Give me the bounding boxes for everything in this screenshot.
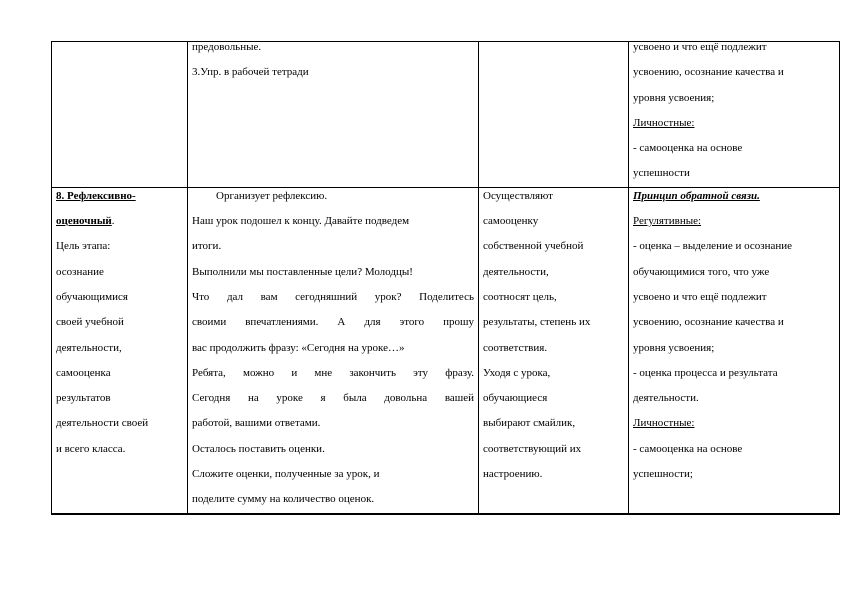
text-line: уровня усвоения; — [633, 341, 715, 354]
text-line: деятельности своей — [56, 417, 149, 430]
text-line: 3.Упр. в рабочей тетради — [192, 66, 309, 79]
text-line: успешности; — [633, 468, 693, 481]
text-line: усвоению, осознание качества и — [633, 66, 784, 79]
text-line: - самооценка на основе — [633, 142, 743, 155]
text-line: обучающимися того, что уже — [633, 265, 770, 278]
text-line: настроению. — [483, 468, 543, 481]
text-line: Что дал вам сегодняшний урок? Поделитесь — [192, 290, 474, 303]
text-line: Организует рефлексию. — [216, 189, 328, 202]
table-row-continuation — [52, 42, 840, 188]
stage-heading-suffix: . — [111, 215, 115, 228]
text-line: Наш урок подошел к концу. Давайте подведем — [192, 215, 410, 228]
text-line: и всего класса. — [56, 442, 126, 455]
text-line: деятельности, — [56, 341, 122, 354]
text-line: усвоено и что ещё подлежит — [633, 41, 767, 53]
text-line: соотносят цель, — [483, 290, 557, 303]
section-label-regulatory: Регулятивные: — [633, 215, 702, 228]
text-line: - оценка – выделение и осознание — [633, 240, 793, 253]
text-line: Цель этапа: — [56, 240, 111, 253]
lesson-plan-table — [51, 41, 840, 515]
text-line: самооценка — [56, 366, 111, 379]
section-label-personal: Личностные: — [633, 116, 695, 129]
text-line: Уходя с урока, — [483, 366, 551, 379]
cell-students-top — [479, 42, 629, 188]
stage-heading: 8. Рефлексивно- — [56, 189, 136, 202]
feedback-principle-heading: Принцип обратной связи. — [633, 189, 760, 202]
text-line: своими впечатлениями. А для этого прошу — [192, 316, 474, 329]
text-line: предовольные. — [192, 41, 262, 53]
text-line: - самооценка на основе — [633, 442, 743, 455]
cell-teacher-activity — [188, 187, 479, 513]
text-line: деятельности, — [483, 265, 549, 278]
text-line: усвоению, осознание качества и — [633, 316, 784, 329]
cell-stage-top — [52, 42, 188, 188]
text-line: успешности — [633, 167, 690, 180]
text-line: собственной учебной — [483, 240, 584, 253]
text-line: обучающимися — [56, 290, 128, 303]
cell-student-activity — [479, 187, 629, 513]
cell-stage — [52, 187, 188, 513]
text-line: итоги. — [192, 240, 222, 253]
text-line: Сложите оценки, полученные за урок, и — [192, 468, 380, 481]
text-line: самооценку — [483, 215, 539, 228]
text-line: соответствующий их — [483, 442, 582, 455]
text-line: работой, вашими ответами. — [192, 417, 321, 430]
text-line: своей учебной — [56, 316, 124, 329]
text-line: Сегодня на уроке я была довольна вашей — [192, 392, 474, 405]
text-line: Выполнили мы поставленные цели? Молодцы! — [192, 265, 413, 278]
text-line: поделите сумму на количество оценок. — [192, 493, 375, 506]
text-line: - оценка процесса и результата — [633, 366, 778, 379]
text-line: обучающиеся — [483, 392, 548, 405]
cell-uud — [629, 187, 840, 513]
text-line: соответствия. — [483, 341, 548, 354]
text-line: Осталось поставить оценки. — [192, 442, 325, 455]
cell-teacher-top — [188, 42, 479, 188]
text-line: уровня усвоения; — [633, 91, 715, 104]
text-line: деятельности. — [633, 392, 699, 405]
table-row-reflection — [52, 187, 840, 513]
text-line: осознание — [56, 265, 104, 278]
section-label-personal: Личностные: — [633, 417, 695, 430]
text-line: Осуществляют — [483, 189, 553, 202]
text-line: Ребята, можно и мне закончить эту фразу. — [192, 366, 474, 379]
text-line: усвоено и что ещё подлежит — [633, 290, 767, 303]
stage-heading: оценочный — [56, 215, 112, 228]
cell-uud-top — [629, 42, 840, 188]
text-line: результаты, степень их — [483, 316, 591, 329]
text-line: результатов — [56, 392, 111, 405]
text-line: вас продолжить фразу: «Сегодня на уроке…» — [192, 341, 405, 354]
text-line: выбирают смайлик, — [483, 417, 576, 430]
